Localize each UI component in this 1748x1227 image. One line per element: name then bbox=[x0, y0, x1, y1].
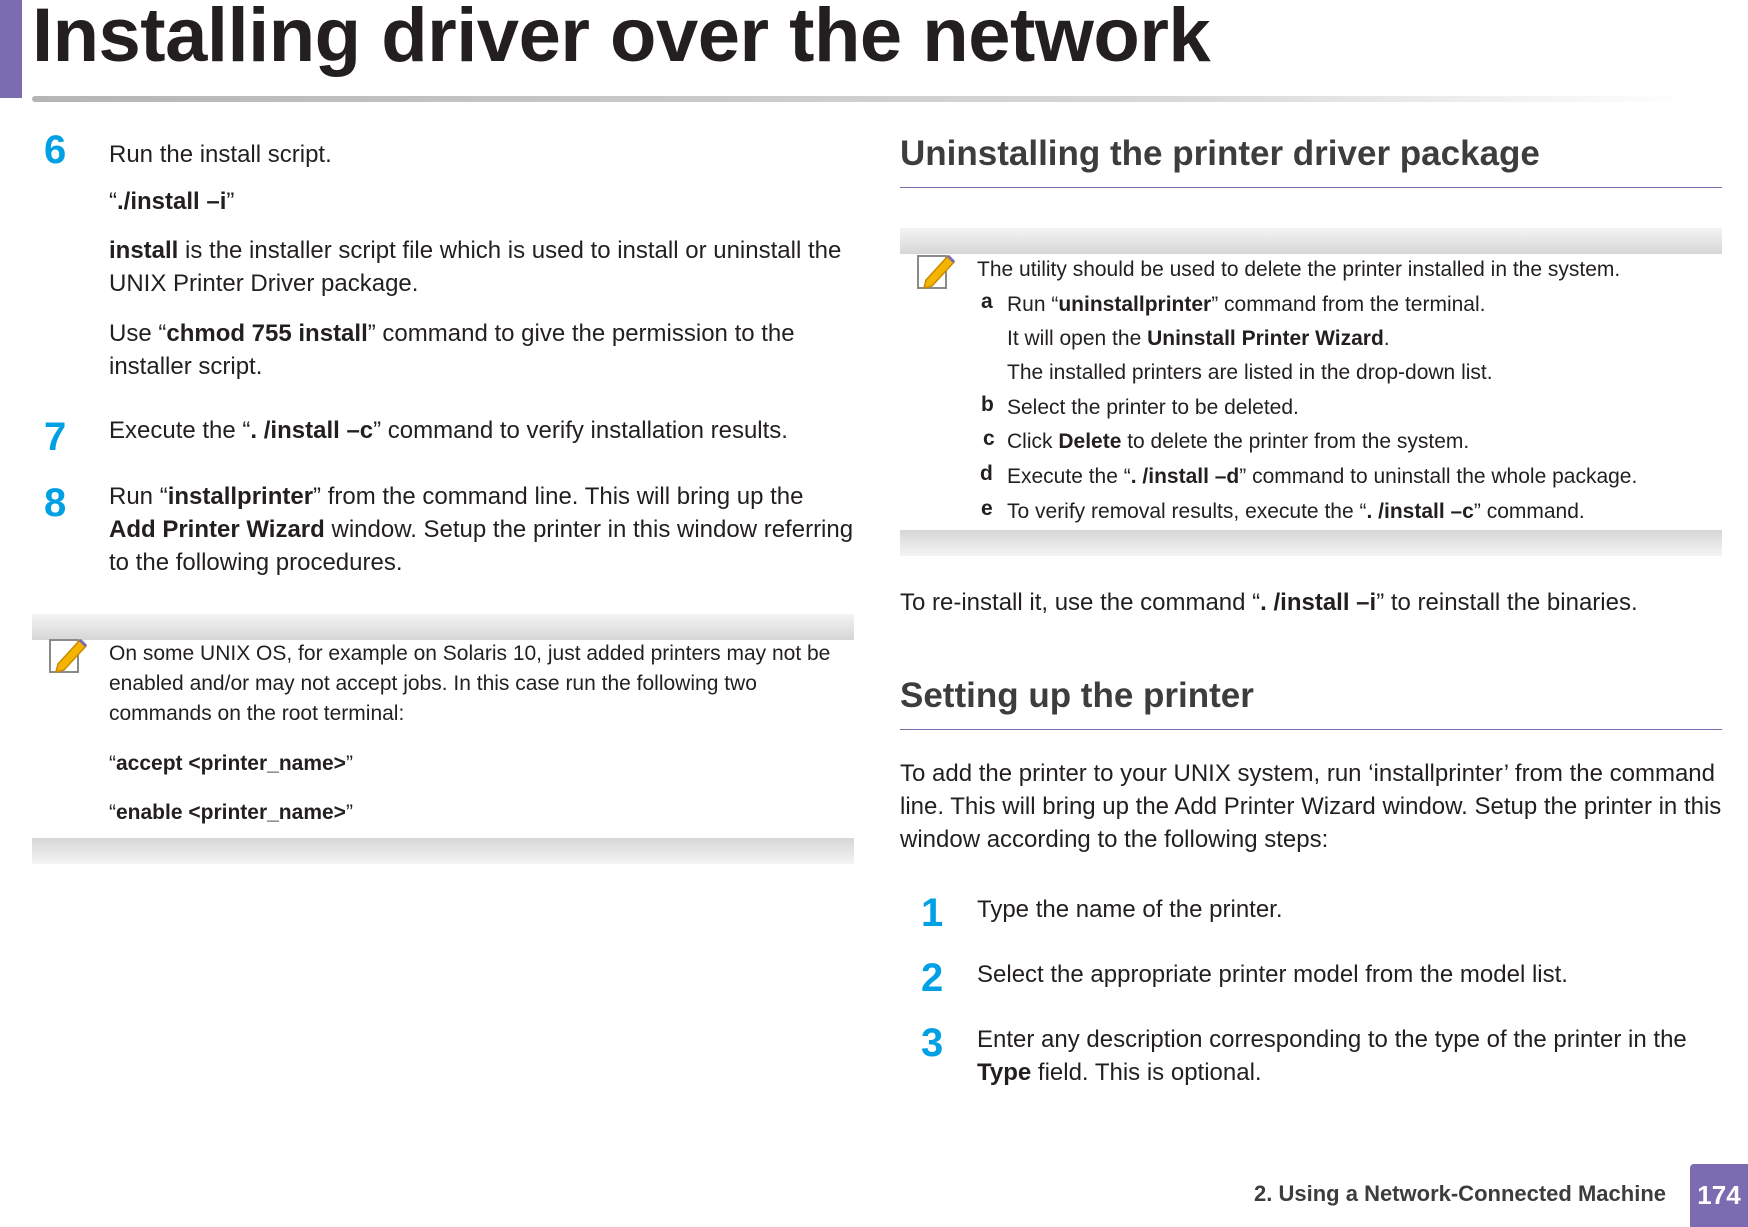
list-letter-b: b bbox=[981, 393, 994, 416]
setup-step-number-2: 2 bbox=[921, 956, 944, 1000]
note-top-bar bbox=[32, 614, 854, 640]
list-letter-d: d bbox=[980, 462, 993, 485]
step-number-7: 7 bbox=[44, 415, 67, 459]
list-letter-c: c bbox=[983, 427, 995, 450]
note-text: On some UNIX OS, for example on Solaris 10, just added printers may not be enabled and/or may not accept jobs. In this case run the following two commands on the root terminal: bbox=[109, 642, 831, 725]
step-number-6: 6 bbox=[44, 128, 67, 172]
list-letter-a: a bbox=[981, 290, 993, 313]
note-pencil-icon bbox=[914, 250, 958, 294]
step-8-text: Run “installprinter” from the command line. This will bring up the Add Printer Wizard window. Setup the printer in this window referring to the following procedures. bbox=[109, 483, 854, 576]
note-bottom-bar bbox=[32, 838, 854, 864]
list-letter-e: e bbox=[981, 497, 993, 520]
title-divider bbox=[32, 96, 1692, 102]
step-6-command: “./install –i” bbox=[109, 188, 235, 215]
section-divider-setup bbox=[900, 729, 1722, 730]
setup-step-number-3: 3 bbox=[921, 1021, 944, 1065]
step-6-description: install is the installer script file which is used to install or uninstall the UNIX Printer Driver package. bbox=[109, 237, 842, 297]
uninstall-step-a-note: The installed printers are listed in the drop-down list. bbox=[1007, 361, 1493, 384]
note-pencil-icon bbox=[46, 634, 90, 678]
note-command-accept: “accept <printer_name>” bbox=[109, 752, 353, 775]
uninstall-note-bottom-bar bbox=[900, 530, 1722, 556]
uninstall-note-top-bar bbox=[900, 228, 1722, 254]
setup-step-1-text: Type the name of the printer. bbox=[977, 896, 1283, 923]
step-6-permission: Use “chmod 755 install” command to give the permission to the installer script. bbox=[109, 320, 795, 380]
uninstall-step-a: Run “uninstallprinter” command from the terminal. bbox=[1007, 293, 1486, 316]
uninstall-step-b: Select the printer to be deleted. bbox=[1007, 396, 1299, 419]
note-command-enable: “enable <printer_name>” bbox=[109, 801, 353, 824]
setup-step-number-1: 1 bbox=[921, 891, 944, 935]
uninstall-step-c: Click Delete to delete the printer from the system. bbox=[1007, 430, 1470, 453]
footer-chapter: 2. Using a Network-Connected Machine bbox=[1254, 1181, 1666, 1206]
section-divider-uninstall bbox=[900, 187, 1722, 188]
uninstall-note-intro: The utility should be used to delete the printer installed in the system. bbox=[977, 258, 1621, 281]
page-number: 174 bbox=[1690, 1164, 1748, 1227]
uninstall-step-a-detail: It will open the Uninstall Printer Wizard. bbox=[1007, 327, 1390, 350]
setup-step-2-text: Select the appropriate printer model from the model list. bbox=[977, 961, 1568, 988]
section-heading-setup: Setting up the printer bbox=[900, 676, 1254, 715]
title-accent-bar bbox=[0, 0, 22, 98]
step-number-8: 8 bbox=[44, 481, 67, 525]
page-title: Installing driver over the network bbox=[32, 0, 1211, 78]
setup-step-3-text: Enter any description corresponding to the type of the printer in the Type field. This is optional. bbox=[977, 1026, 1687, 1086]
uninstall-step-d: Execute the “. /install –d” command to uninstall the whole package. bbox=[1007, 465, 1638, 488]
setup-intro: To add the printer to your UNIX system, run ‘installprinter’ from the command line. This will bring up the Add Printer Wizard window. Setup the printer in this window according to the following steps: bbox=[900, 760, 1722, 853]
reinstall-text: To re-install it, use the command “. /install –i” to reinstall the binaries. bbox=[900, 589, 1638, 616]
uninstall-step-e: To verify removal results, execute the “. /install –c” command. bbox=[1007, 500, 1585, 523]
step-7-text: Execute the “. /install –c” command to verify installation results. bbox=[109, 417, 788, 444]
section-heading-uninstall: Uninstalling the printer driver package bbox=[900, 134, 1540, 173]
step-6-text: Run the install script. bbox=[109, 141, 332, 168]
